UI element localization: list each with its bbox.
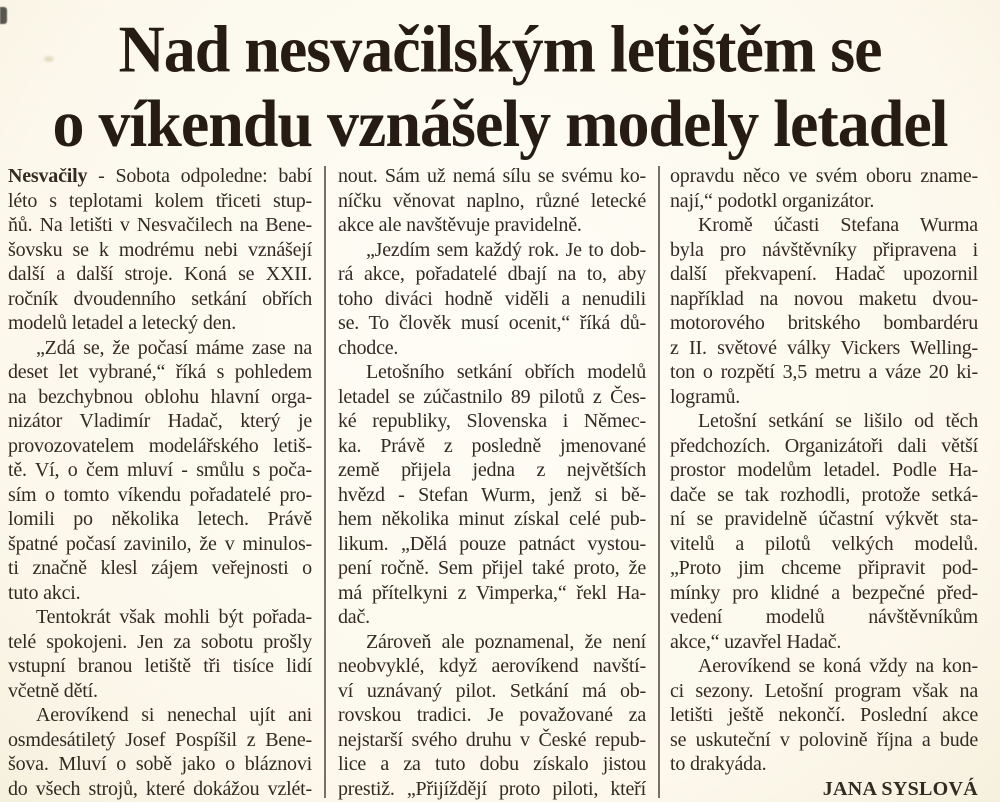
text-line: motorového britského bombardéru xyxy=(670,312,978,334)
article-column-3 xyxy=(670,164,978,802)
text-line: letadel se zúčastnilo 89 pilotů z Čes- xyxy=(338,385,646,408)
text-line: Aerovíkend se koná vždy na kon- xyxy=(698,655,978,677)
text-line: šova. Mluví o sobě jako o bláznovi xyxy=(8,753,312,775)
text-line: ti značně klesl zájem veřejnosti o xyxy=(8,557,312,579)
text-line: vstupní branou letiště tři tisíce lidí xyxy=(8,655,312,677)
text-line: akce,“ uzavřel Hadač. xyxy=(670,630,842,653)
text-line: tě. Ví, o čem mluví - smůlu s poča- xyxy=(8,459,312,481)
text-line: špatné počasí zavinilo, že v minulos- xyxy=(8,532,312,555)
text-line: dače se tak rozhodli, protože setká- xyxy=(670,483,978,506)
text-line: lice a za tuto dobu získalo jistou xyxy=(338,753,646,775)
text-line: telé spokojeni. Jen za sobotu prošly xyxy=(8,630,312,653)
text-line: ci sezony. Letošní program však na xyxy=(670,679,978,702)
text-line: vedení modelů návštěvníkům xyxy=(670,606,978,628)
text-line: nejstarší svého druhu v České repub- xyxy=(338,728,646,751)
text-line: hem několika minut získal celé pub- xyxy=(338,508,646,530)
text-line: pení ročně. Sem přijel také proto, že xyxy=(338,557,646,579)
text-line: „Proto jim chceme připravit pod- xyxy=(670,557,978,579)
text-line: hvězd - Stefan Wurm, jenž si bě- xyxy=(338,483,646,506)
text-line: modelů letadel a letecký den. xyxy=(8,312,236,334)
headline-line-2: o víkendu vznášely modely letadel xyxy=(52,86,948,161)
text-line: Tentokrát však mohli být pořada- xyxy=(36,606,312,628)
text-line: Aerovíkend si nenechal ujít ani xyxy=(36,704,312,726)
text-line: včetně dětí. xyxy=(8,679,98,702)
text-line: mínky pro klidné a bezpečné před- xyxy=(670,581,978,604)
text-line: další a další stroje. Koná se XXII. xyxy=(8,263,312,285)
text-line: předchozích. Organizátoři dali větší xyxy=(670,434,978,457)
text-line: Letošního setkání obřích modelů xyxy=(366,361,646,383)
article-headline xyxy=(0,12,1000,162)
text-line: se. To člověk musí ocenit,“ říká dů- xyxy=(338,312,646,334)
text-line: letišti ještě nekončí. Poslední akce xyxy=(670,704,978,726)
text-line: do všech strojů, které dokážou vzlét- xyxy=(8,777,312,800)
article-column-1 xyxy=(8,164,312,802)
text-line: „Jezdím sem každý rok. Je to dob- xyxy=(366,238,646,261)
text-line: nají,“ podotkl organizátor. xyxy=(670,189,875,212)
text-line: „Zdá se, že počasí máme zase na xyxy=(36,336,312,359)
text-line: toho diváci hodně viděli a nenudili xyxy=(338,287,646,310)
text-line: rovskou tradici. Je považované za xyxy=(338,704,646,726)
text-line: ní se pravidelně účastní výkvět sta- xyxy=(670,508,978,530)
text-line: ton o rozpětí 3,5 metru a váze 20 ki- xyxy=(670,361,978,383)
text-line: šovsku se k modrému nebi vznášejí xyxy=(8,238,312,261)
text-line: logramů. xyxy=(670,385,741,408)
headline-line-1: Nad nesvačilským letištěm se xyxy=(118,12,882,86)
dateline-lead: Nesvačily xyxy=(8,165,88,187)
text-line: Nesvačily - Sobota odpoledne: babí xyxy=(8,165,312,187)
text-line: ňů. Na letišti v Nesvačilech na Bene- xyxy=(8,214,312,236)
article-body xyxy=(0,164,1000,802)
text-line: léto s teplotami kolem třiceti stup- xyxy=(8,189,312,212)
text-line: například na novou maketu dvou- xyxy=(670,287,978,310)
text-line: likum. „Dělá pouze patnáct vystou- xyxy=(338,532,646,555)
text-line: další překvapení. Hadač upozornil xyxy=(670,263,978,285)
text-line: ročník dvoudenního setkání obřích xyxy=(8,287,312,310)
text-line: to drakyáda. xyxy=(670,753,767,775)
text-line: se uskuteční v polovině října a bude xyxy=(670,728,978,751)
text-line: Zároveň ale poznamenal, že není xyxy=(366,630,646,653)
article-column-2 xyxy=(338,164,646,802)
text-line: akce ale navštěvuje pravidelně. xyxy=(338,214,582,236)
text-line: na bezchybnou oblohu hlavní orga- xyxy=(8,385,312,408)
text-line: byla pro návštěvníky připravena i xyxy=(670,238,978,261)
text-line: země přijela jedna z největších xyxy=(338,459,646,481)
text-line: opravdu něco ve svém oboru zname- xyxy=(670,165,978,187)
text-line: prestiž. „Přijíždějí proto piloti, kteří xyxy=(338,777,646,800)
byline: JANA SYSLOVÁ xyxy=(822,777,978,800)
text-line: Letošní setkání se lišilo od těch xyxy=(698,410,978,432)
text-line: neobvyklé, když aerovíkend navští- xyxy=(338,655,646,677)
text-line: nizátor Vladimír Hadač, který je xyxy=(8,410,312,432)
text-line: sím o tomto víkendu pořadatelé pro- xyxy=(8,483,312,506)
text-line: vitelů a pilotů velkých modelů. xyxy=(670,532,978,555)
text-line: provozovatelem modelářského letiš- xyxy=(8,434,312,457)
text-line: níčku věnovat naplno, různé letecké xyxy=(338,189,646,212)
text-line: ví uznávaný pilot. Setkání má ob- xyxy=(338,679,646,702)
text-line: dač. xyxy=(338,606,370,628)
text-line: z II. světové války Vickers Welling- xyxy=(670,336,978,359)
text-line: Kromě účasti Stefana Wurma xyxy=(698,214,978,236)
text-line: deset let vybrané,“ říká s pohledem xyxy=(8,361,312,383)
text-line: chodce. xyxy=(338,336,399,359)
text-line: má přítelkyni z Vimperka,“ řekl Ha- xyxy=(338,581,646,604)
text-line: tuto akci. xyxy=(8,581,81,604)
text-line: ka. Právě z posledně jmenované xyxy=(338,434,646,457)
text-line: prostor modelům letadel. Podle Ha- xyxy=(670,459,978,481)
text-line: lomili po několika letech. Právě xyxy=(8,508,312,530)
text-line: nout. Sám už nemá sílu se svému ko- xyxy=(338,165,646,187)
text-line: rá akce, pořadatelé dbají na to, aby xyxy=(338,263,646,285)
text-line: ké republiky, Slovenska i Němec- xyxy=(338,410,646,432)
text-line: osmdesátiletý Josef Pospíšil z Bene- xyxy=(8,728,312,751)
